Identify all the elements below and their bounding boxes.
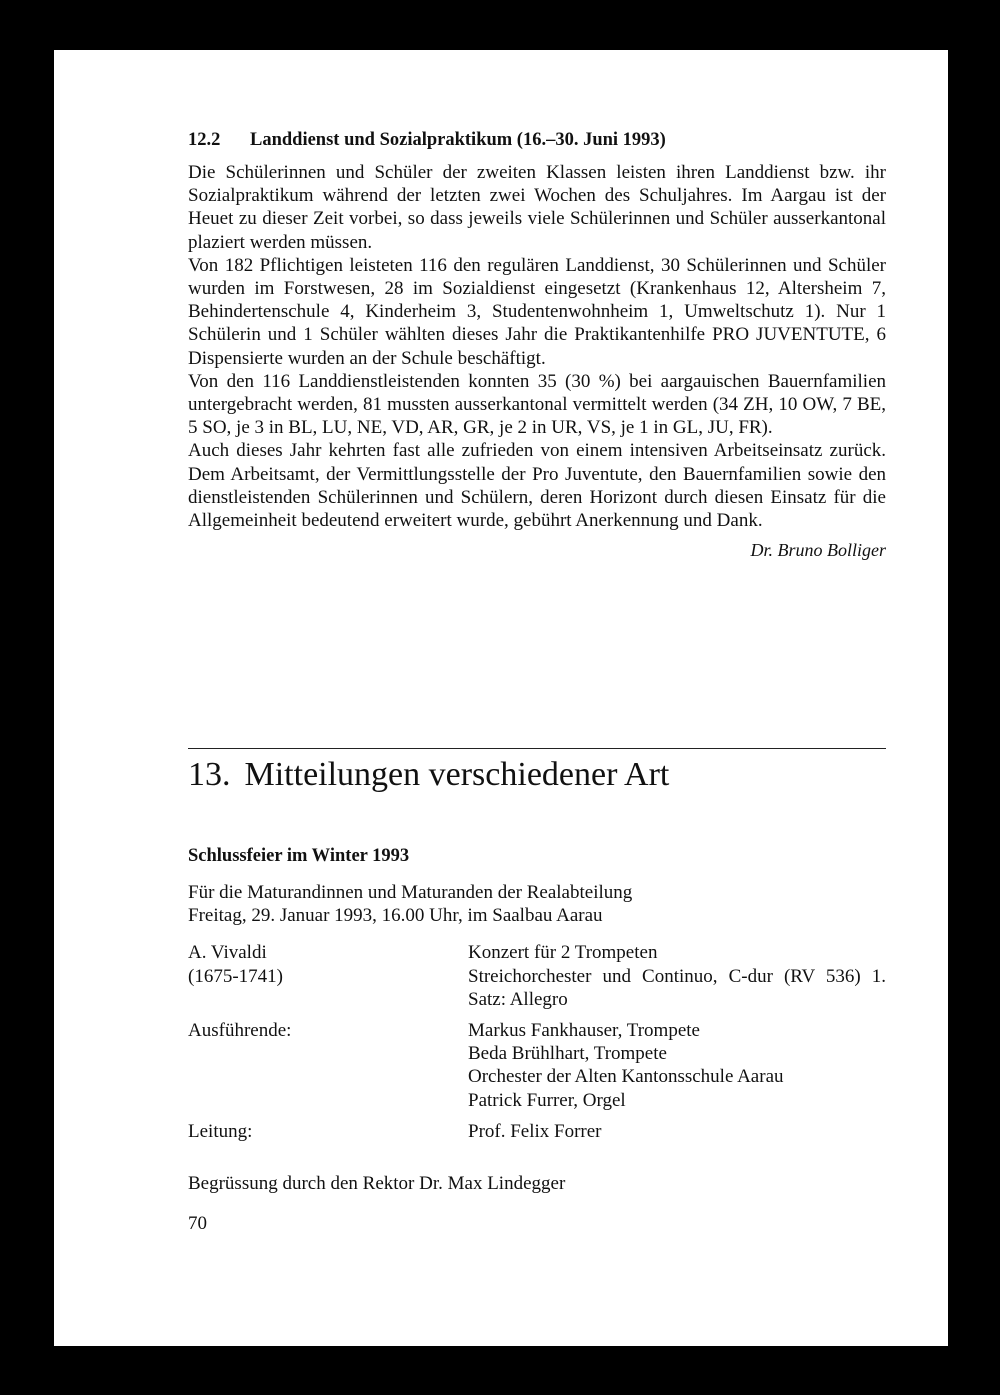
document-page xyxy=(54,50,948,1346)
section-heading xyxy=(188,130,886,151)
program-value: Markus Fankhauser, Trompete Beda Brühlhart, Trompete Orchester der Alten Kantonsschule Aarau Patrick Furrer, Orgel xyxy=(468,1020,784,1111)
section-12-2 xyxy=(188,130,886,561)
chapter-title: Mitteilungen verschiedener Art xyxy=(244,756,670,793)
subsection-heading: Schlussfeier im Winter 1993 xyxy=(188,846,410,866)
intro-line: Freitag, 29. Januar 1993, 16.00 Uhr, im Saalbau Aarau xyxy=(188,905,603,927)
program-label: Leitung: xyxy=(188,1120,253,1142)
event-intro xyxy=(188,881,886,927)
paragraph: Von 182 Pflichtigen leisteten 116 den regulären Landdienst, 30 Schülerinnen und Schüler wurden im Forstwesen, 28 im Sozialdienst eingesetzt (Krankenhaus 12, Altersheim 7, Behindertenschule 4, Kinderheim 3, Studentenwohnheim 1, Umweltschutz 1). Nur 1 Schülerin und 1 Schüler wählten dieses Jahr die Praktikantenhilfe PRO JUVENTUTE, 6 Dispensierte wurden an der Schule beschäftigt. xyxy=(188,254,886,369)
program-value: Konzert für 2 Trompeten Streichorchester und Continuo, C-dur (RV 536) 1. Satz: Allegro xyxy=(468,942,886,1010)
chapter-number: 13. xyxy=(188,756,231,793)
program-label: Ausführende: xyxy=(188,1020,292,1042)
program-table xyxy=(188,941,886,1143)
program-value: Prof. Felix Forrer xyxy=(468,1120,602,1142)
paragraph: Von den 116 Landdienstleistenden konnten 35 (30 %) bei aargauischen Bauernfamilien untergebracht werden, 81 mussten ausserkantonal vermittelt werden (34 ZH, 10 OW, 7 BE, 5 SO, je 3 in BL, LU, NE, VD, AR, GR, je 2 in UR, VS, je 1 in GL, JU, FR). xyxy=(188,370,886,439)
intro-line: Für die Maturandinnen und Maturanden der Realabteilung xyxy=(188,882,633,903)
chapter-heading xyxy=(188,756,669,794)
section-number: 12.2 xyxy=(188,130,221,150)
greeting-line: Begrüssung durch den Rektor Dr. Max Lindegger xyxy=(188,1173,566,1195)
page-number: 70 xyxy=(188,1213,207,1235)
paragraph: Auch dieses Jahr kehrten fast alle zufrieden von einem intensiven Arbeitseinsatz zurück. Dem Arbeitsamt, der Vermittlungsstelle der Pro Juventute, den Bauernfamilien sowie den dienstleistenden Schülerinnen und Schülern, deren Horizont durch diesen Einsatz für die Allgemeinheit bedeutend erweitert wurde, gebührt Anerkennung und Dank. xyxy=(188,440,886,532)
schlussfeier-section xyxy=(188,846,886,1235)
divider-rule xyxy=(188,748,886,749)
program-label: A. Vivaldi (1675-1741) xyxy=(188,942,283,987)
paragraph: Die Schülerinnen und Schüler der zweiten Klassen leisten ihren Landdienst bzw. ihr Sozialpraktikum während der letzten zwei Wochen des Schuljahres. Im Aargau ist der Heuet zu dieser Zeit vorbei, so dass jeweils viele Schülerinnen und Schüler ausserkantonal plaziert werden müssen. xyxy=(188,162,886,253)
author-signature: Dr. Bruno Bolliger xyxy=(750,540,886,561)
section-title: Landdienst und Sozialpraktikum (16.–30. Juni 1993) xyxy=(250,130,666,150)
